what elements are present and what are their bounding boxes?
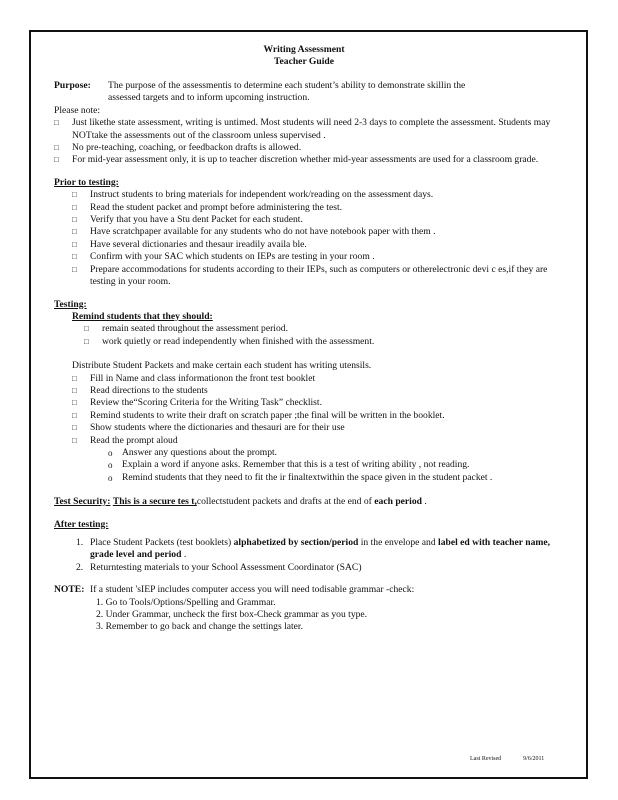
remind-list — [54, 323, 554, 348]
list-item — [108, 459, 554, 471]
square-bullet-icon: □ — [84, 324, 89, 334]
revision-footer — [470, 756, 544, 762]
test-security-label: Test Security: — [54, 496, 111, 508]
square-bullet-icon: □ — [72, 264, 77, 274]
document-body — [54, 44, 554, 634]
square-bullet-icon: □ — [72, 423, 77, 433]
square-bullet-icon: □ — [72, 385, 77, 395]
list-number: 1. — [76, 537, 84, 548]
please-note-label: Please note: — [54, 104, 101, 116]
list-item — [108, 472, 554, 484]
test-security-bold: This is a secure tes t, — [112, 496, 197, 508]
list-item-text: Returntesting materials to your School Assessment Coordinator (SAC) — [90, 561, 362, 573]
list-item — [72, 422, 554, 434]
list-item-text: Fill in Name and class informationon the front test booklet — [90, 372, 316, 384]
square-bullet-icon: □ — [72, 190, 77, 200]
list-item — [54, 117, 554, 142]
list-item — [72, 373, 554, 385]
list-item-text: work quietly or read independently when finished with the assessment. — [102, 335, 375, 347]
list-item-text: Have several dictionaries and thesaur ireadily availa ble. — [90, 238, 307, 250]
list-item — [72, 189, 554, 201]
circle-bullet-icon: o — [108, 460, 113, 471]
list-item-text: For mid-year assessment only, it is up to teacher discretion whether mid-year assessments are used for a classroom grade. — [72, 154, 539, 166]
note-section — [54, 584, 554, 634]
list-item-text: Have scratchpaper available for any students who do not have notebook paper with them . — [90, 226, 436, 238]
revised-date: 9/6/2011 — [523, 756, 545, 762]
after-text-2: in the envelope and — [360, 537, 436, 548]
list-item — [72, 435, 554, 447]
list-item — [72, 239, 554, 251]
list-item — [72, 251, 554, 263]
list-item — [72, 202, 554, 214]
list-item — [72, 264, 554, 289]
title-line-1: Writing Assessment — [263, 44, 345, 55]
purpose-text-1: The purpose of the assessmentis to determine each student’s ability to demonstrate skillin the — [108, 80, 466, 91]
list-item-text: No pre-teaching, coaching, or feedbackon drafts is allowed. — [72, 142, 302, 154]
list-item-text: Explain a word if anyone asks. Remember that this is a test of writing ability , not reading. — [122, 459, 470, 471]
list-item-text: Read the student packet and prompt before administering the test. — [90, 201, 343, 213]
list-item — [84, 323, 554, 335]
list-item-text: Review the“Scoring Criteria for the Writing Task” checklist. — [90, 397, 322, 409]
list-item-text: Read the prompt aloud — [90, 434, 178, 446]
after-list — [54, 537, 554, 574]
note-body — [90, 584, 414, 634]
square-bullet-icon: □ — [54, 155, 59, 165]
list-item — [72, 397, 554, 409]
list-item-text: Answer any questions about the prompt. — [122, 446, 278, 458]
list-item-text: Confirm with your SAC which students on IEPs are testing in your room . — [90, 251, 375, 263]
title-line-2: Teacher Guide — [274, 56, 334, 67]
list-item — [54, 142, 554, 154]
note-step: 1. Go to Tools/Options/Spelling and Grammar. — [96, 596, 276, 608]
remind-heading: Remind students that they should: — [72, 310, 213, 322]
prior-heading: Prior to testing: — [54, 176, 119, 188]
list-item — [72, 226, 554, 238]
list-item-text: Just likethe state assessment, writing is untimed. Most students will need 2-3 days to complete the assessment. Students may NOTtake the assessments out of the classroom unless supervised . — [72, 117, 551, 141]
list-item-text: Show students where the dictionaries and thesauri are for their use — [90, 422, 345, 434]
square-bullet-icon: □ — [54, 118, 59, 128]
list-item-text: Remind students to write their draft on scratch paper ;the final will be written in the booklet. — [90, 409, 445, 421]
purpose-text-2: assessed targets and to inform upcoming instruction. — [108, 92, 310, 104]
prior-list — [54, 189, 554, 288]
list-item — [76, 562, 554, 574]
square-bullet-icon: □ — [72, 410, 77, 420]
note-step: 2. Under Grammar, uncheck the first box-Check grammar as you type. — [96, 609, 368, 621]
square-bullet-icon: □ — [72, 373, 77, 383]
circle-bullet-icon: o — [108, 472, 113, 483]
note-intro: If a student 'sIEP includes computer access you will need todisable grammar -check: — [90, 584, 415, 596]
square-bullet-icon: □ — [72, 252, 77, 262]
prompt-sub-list — [54, 447, 554, 484]
purpose-section — [54, 80, 554, 92]
after-bold-2: label ed with teacher name, grade level and period — [90, 537, 551, 561]
note-step: 3. Remember to go back and change the settings later. — [96, 621, 304, 633]
list-number: 2. — [76, 561, 84, 573]
list-item — [84, 336, 554, 348]
test-security-text: collectstudent packets and drafts at the end of — [196, 496, 372, 508]
list-item-text: Instruct students to bring materials for independent work/reading on the assessment days. — [90, 189, 434, 201]
square-bullet-icon: □ — [72, 435, 77, 445]
square-bullet-icon: □ — [72, 398, 77, 408]
list-item-text: Remind students that they need to fit the ir finaltextwithin the space given in the student packet . — [122, 471, 493, 483]
list-item-text: Prepare accommodations for students according to their IEPs, such as computers or otherelectronic devi c es,if they are testing in your room. — [90, 263, 548, 288]
list-item-text — [90, 537, 554, 562]
list-item — [108, 447, 554, 459]
list-item-text: Read directions to the students — [90, 384, 208, 396]
square-bullet-icon: □ — [84, 336, 89, 346]
list-item-text: Verify that you have a Stu dent Packet for each student. — [90, 214, 303, 226]
list-item — [72, 214, 554, 226]
test-security-line — [54, 496, 554, 508]
square-bullet-icon: □ — [72, 227, 77, 237]
document-title — [54, 44, 554, 68]
after-heading: After testing: — [54, 518, 109, 530]
distribute-text: Distribute Student Packets and make certain each student has writing utensils. — [72, 360, 372, 372]
square-bullet-icon: □ — [72, 239, 77, 249]
list-item — [54, 154, 554, 166]
after-text-3: . — [183, 549, 187, 561]
note-label: NOTE: — [54, 584, 85, 596]
after-text-1: Place Student Packets (test booklets) — [90, 537, 232, 548]
square-bullet-icon: □ — [54, 143, 59, 153]
after-bold-1: alphabetized by section/period — [233, 537, 359, 548]
revised-label: Last Revised — [470, 756, 502, 762]
square-bullet-icon: □ — [72, 202, 77, 212]
circle-bullet-icon: o — [108, 447, 113, 458]
square-bullet-icon: □ — [72, 215, 77, 225]
list-item — [72, 385, 554, 397]
purpose-label: Purpose: — [54, 80, 91, 91]
list-item — [76, 537, 554, 562]
testing-heading: Testing: — [54, 298, 87, 310]
please-note-list — [54, 117, 554, 167]
test-security-period: each period — [374, 496, 422, 508]
test-security-end: . — [424, 496, 427, 508]
testing-steps-list — [54, 373, 554, 447]
list-item-text: remain seated throughout the assessment period. — [102, 323, 288, 335]
list-item — [72, 410, 554, 422]
